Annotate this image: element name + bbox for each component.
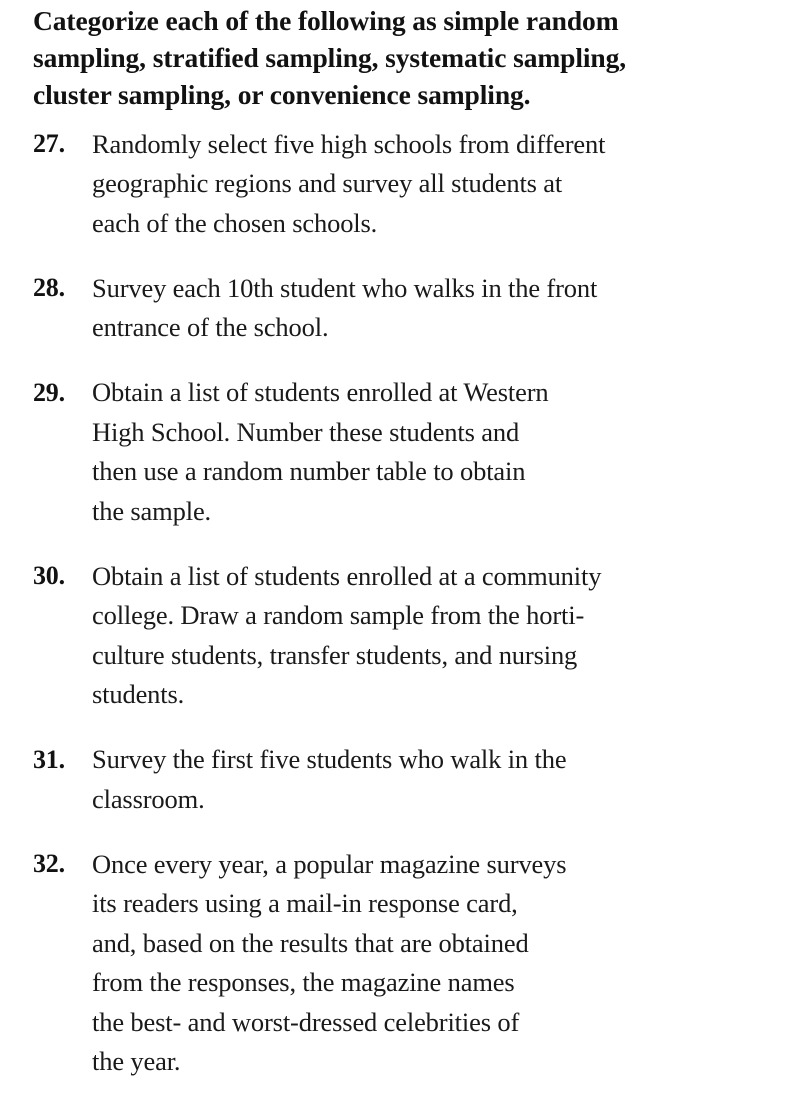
exercise-item [33,124,773,243]
exercise-text-line: geographic regions and survey all students at [92,168,563,198]
exercise-text-line: Once every year, a popular magazine surveys [92,848,567,879]
heading-line: cluster sampling, or convenience sampling. [33,79,531,110]
exercise-item-number: 28. [33,273,65,302]
exercise-text-line: High School. Number these students and [92,416,520,447]
exercise-item [33,373,773,532]
heading-line: sampling, stratified sampling, systematic sampling, [33,42,627,73]
exercise-text-line: Randomly select five high schools from different [92,128,606,159]
exercise-text-line: from the responses, the magazine names [92,967,515,997]
exercise-text-line: classroom. [92,783,205,814]
exercise-text-line: each of the chosen schools. [92,207,378,238]
exercise-text-line: Obtain a list of students enrolled at a community [92,560,602,591]
exercise-item-number: 31. [33,744,65,774]
exercise-text-line: Obtain a list of students enrolled at Western [92,377,549,407]
exercise-text-line: college. Draw a random sample from the horti- [92,600,585,630]
exercise-text-line: culture students, transfer students, and nursing [92,639,578,670]
heading-line: Categorize each of the following as simple random [33,5,619,36]
exercise-item-text [92,268,773,348]
exercise-text-line: the year. [92,1046,181,1076]
exercise-item-text [92,740,773,820]
exercise-item [33,844,773,1082]
exercise-item-text [92,124,773,243]
exercise-text-line: its readers using a mail-in response card, [92,888,518,918]
exercise-instructions-heading [33,2,745,113]
exercise-item-text [92,844,773,1082]
exercise-item-number: 29. [33,377,65,407]
exercise-text-line: the sample. [92,495,212,526]
exercise-item [33,556,773,715]
exercise-text-line: Survey each 10th student who walks in the front [92,272,598,303]
exercise-item-text [92,556,773,715]
exercise-item-number: 27. [33,129,65,158]
exercise-item-text [92,373,773,532]
exercise-item-number: 32. [33,849,65,878]
exercise-text-line: the best- and worst-dressed celebrities of [92,1006,520,1037]
exercise-text-line: students. [92,679,185,709]
exercise-text-line: entrance of the school. [92,312,329,342]
exercise-list [33,124,773,1082]
exercise-item-number: 30. [33,561,65,590]
exercise-text-line: Survey the first five students who walk in the [92,744,567,774]
exercise-text-line: and, based on the results that are obtained [92,927,529,958]
exercise-item [33,740,773,820]
exercise-item [33,268,773,348]
exercise-text-line: then use a random number table to obtain [92,456,526,486]
